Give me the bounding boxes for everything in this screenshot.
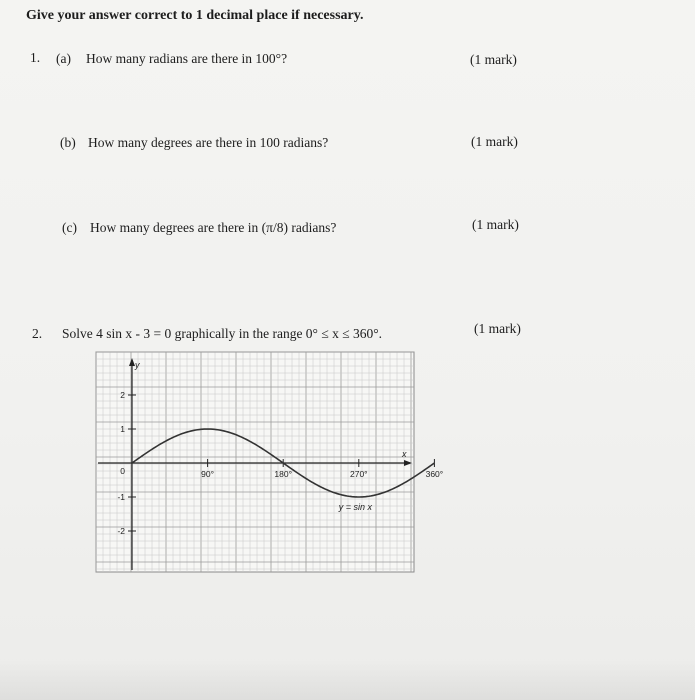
q1b-mark: (1 mark) [471,134,518,149]
q1c-mark: (1 mark) [472,217,519,232]
q1a-text: How many radians are there in 100°? [86,51,288,66]
q1c-text: How many degrees are there in (π/8) radians? [90,220,337,235]
q1b-text: How many degrees are there in 100 radians? [88,135,329,150]
q1a-mark: (1 mark) [470,52,517,67]
curve-label: y = sin x [338,502,373,512]
instruction: Give your answer correct to 1 decimal place if necessary. [26,8,364,23]
y-tick-label: 1 [120,424,125,434]
q2-mark: (1 mark) [474,321,521,336]
y-tick-label: 0 [120,466,125,476]
y-tick-label: 2 [120,390,125,400]
x-tick-label: 180° [274,469,292,479]
x-tick-label: 360° [425,469,444,479]
y-axis-label: y [135,360,140,370]
x-tick-label: 270° [350,469,368,479]
question-1-number: 1. [30,50,41,65]
q2-text: Solve 4 sin x - 3 = 0 graphically in the range 0° ≤ x ≤ 360°. [62,326,383,341]
q1c-label: (c) [62,220,77,235]
page-shadow [0,660,695,700]
x-axis-label: x [402,449,407,459]
y-tick-label: -1 [117,492,125,502]
sine-graph [96,352,444,572]
y-tick-label: -2 [117,526,125,536]
x-tick-label: 90° [201,469,215,479]
graph-background [96,352,414,572]
question-2-number: 2. [32,326,43,341]
q1b-label: (b) [60,135,76,150]
q1a-label: (a) [56,51,71,66]
